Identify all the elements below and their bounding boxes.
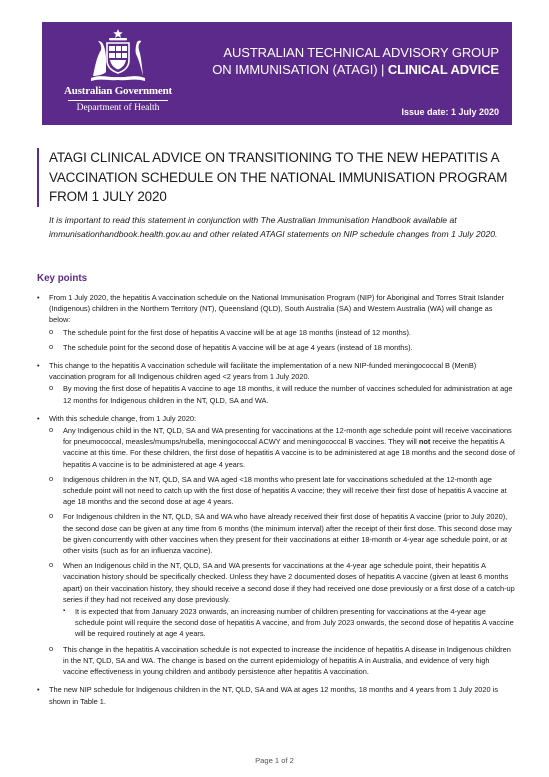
- list-item: o By moving the first dose of hepatitis A vaccine to age 18 months, it will reduce the number of vaccines scheduled for administration at age 12 months for Indigenous children in the NT, QLD, SA and WA.: [49, 383, 515, 405]
- document-series-title: [212, 44, 499, 78]
- issue-date: Issue date: 1 July 2020: [401, 107, 499, 117]
- government-logo: [60, 28, 176, 122]
- key-points-list: [37, 292, 515, 707]
- sub-sub-list: [63, 606, 515, 640]
- sub-list: [49, 327, 515, 353]
- header-banner: [42, 22, 512, 125]
- title-separator: |: [377, 62, 388, 77]
- list-item: [37, 360, 515, 406]
- key-points-heading: Key points: [37, 273, 88, 284]
- list-item: [49, 560, 515, 639]
- title-org: ON IMMUNISATION (ATAGI): [212, 62, 378, 77]
- list-item: [49, 425, 515, 470]
- point-text: receive the hepatitis A vaccine at this time. For these children, the first dose of hepatitis A vaccine is to be administered at age 18 months and the second dose of hepatitis A vaccine is to be administered at age 4 years.: [63, 437, 515, 469]
- government-name: Australian Government: [64, 85, 172, 97]
- list-item: o The schedule point for the first dose of hepatitis A vaccine will be at age 18 months (instead of 12 months).: [49, 327, 515, 338]
- coat-of-arms-icon: [87, 28, 149, 84]
- list-item: [37, 292, 515, 353]
- sub-list: [49, 383, 515, 405]
- point-text: Any Indigenous child in the NT, QLD, SA and WA presenting for vaccinations at the 12-month age schedule point will receive vaccinations for pneumococcal, measles/mumps/rubella, meningococcal ACWY and meningococcal B vaccines. They will: [63, 426, 512, 447]
- point-text: With this schedule change, from 1 July 2020:: [49, 413, 197, 423]
- document-headline: ATAGI CLINICAL ADVICE ON TRANSITIONING TO THE NEW HEPATITIS A VACCINATION SCHEDULE ON THE NATIONAL IMMUNISATION PROGRAM FROM 1 JULY 2020: [37, 148, 519, 207]
- title-doc-type: CLINICAL ADVICE: [387, 62, 499, 77]
- logo-divider: [68, 100, 168, 101]
- list-item: o Indigenous children in the NT, QLD, SA and WA aged <18 months who present late for vaccinations scheduled at the 12-month age schedule point will not need to catch up with the first dose of hepatitis A vaccine; they will receive their first dose of hepatitis A vaccine at age 18 months and the second dose at age 4 years.: [49, 474, 515, 508]
- list-item: o This change in the hepatitis A vaccination schedule is not expected to increase the incidence of hepatitis A disease in Indigenous children in the NT, QLD, SA and WA. The change is based on the current epidemiology of hepatitis A in Australia, and evidence of very high vaccine effectiveness in young children and antibody persistence after hepatitis A vaccination.: [49, 644, 515, 678]
- intro-statement: It is important to read this statement in conjunction with The Australian Immunisation Handbook available at immunisationhandbook.health.gov.au and other related ATAGI statements on NIP schedule changes from 1 July 2020.: [49, 215, 498, 239]
- page-number: Page 1 of 2: [255, 756, 294, 765]
- title-line-2: [212, 61, 499, 78]
- key-points-body: [37, 292, 515, 714]
- list-item: ▪ It is expected that from January 2023 onwards, an increasing number of children presenting for vaccinations at the 4-year age schedule point will require the second dose of hepatitis A vaccine, and from July 2023 onwards, the second dose of hepatitis A vaccine will be required routinely at age 4 years.: [63, 606, 515, 640]
- point-text: The new NIP schedule for Indigenous children in the NT, QLD, SA and WA at ages 12 months, 18 months and 4 years from 1 July 2020 is shown in Table 1.: [49, 685, 499, 706]
- sub-list: [49, 425, 515, 677]
- point-text: From 1 July 2020, the hepatitis A vaccination schedule on the National Immunisation Program (NIP) for Aboriginal and Torres Strait Islander (Indigenous) children in the Northern Territory (NT), Queensland (QLD), South Australia (SA) and Western Australia (WA) will change as below:: [49, 293, 505, 325]
- emphasis-text: not: [418, 437, 431, 447]
- title-line-1: AUSTRALIAN TECHNICAL ADVISORY GROUP: [223, 45, 499, 60]
- point-text: This change to the hepatitis A vaccination schedule will facilitate the implementation of a new NIP-funded meningococcal B (MenB) vaccination program for all Indigenous children aged <2 years from 1 July 2020.: [49, 361, 477, 382]
- list-item: [37, 684, 515, 706]
- list-item: [37, 413, 515, 677]
- point-text: When an Indigenous child in the NT, QLD, SA and WA presents for vaccinations at the 4-year age schedule point, their hepatitis A vaccination history should be specifically checked. Unless they have 2 documented doses of hepatitis A vaccine (given at least 6 months apart) on their vaccination history, they should receive a second dose if they had received one dose previously or a first dose of a catch-up series if they had not received any dose previously.: [63, 561, 515, 604]
- list-item: o For Indigenous children in the NT, QLD, SA and WA who have already received their first dose of hepatitis A vaccine (prior to July 2020), the second dose can be given at any time from 6 months (the minimum interval) after the receipt of their first dose. This second dose may be given concurrently with other vaccines when they present for their vaccinations at either 18-month or 4-year age schedule point, or at other visits (such as for an influenza vaccine).: [49, 511, 515, 556]
- department-name: Department of Health: [76, 103, 160, 113]
- list-item: o The schedule point for the second dose of hepatitis A vaccine will be at age 4 years (instead of 18 months).: [49, 342, 515, 353]
